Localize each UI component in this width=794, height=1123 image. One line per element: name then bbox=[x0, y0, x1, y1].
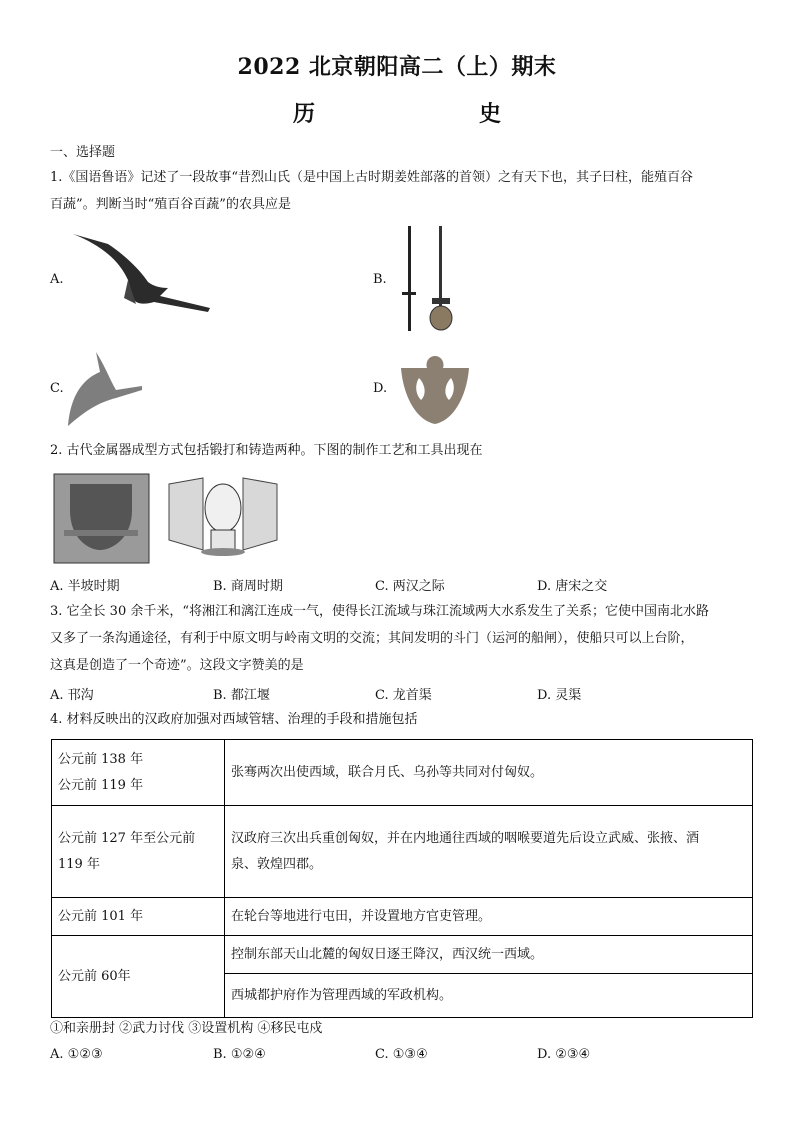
q4-option-b: B. ①②④ bbox=[213, 1047, 266, 1062]
table-cell-date: 公元前 60年 bbox=[52, 936, 225, 1018]
q1-option-d: D. bbox=[373, 381, 388, 396]
q1-option-b: B. bbox=[373, 272, 387, 287]
table-cell-date: 公元前 127 年至公元前 119 年 bbox=[52, 806, 225, 898]
table-cell-event: 西城都护府作为管理西域的军政机构。 bbox=[225, 974, 753, 1018]
q2-stem: 2. 古代金属器成型方式包括锻打和铸造两种。下图的制作工艺和工具出现在 bbox=[50, 443, 483, 458]
page-title: 2022 北京朝阳高二（上）期末 bbox=[237, 54, 557, 80]
q1-option-c: C. bbox=[50, 381, 64, 396]
q1-option-a: A. bbox=[50, 272, 64, 287]
han-western-regions-table bbox=[51, 739, 753, 1018]
table-cell-event: 汉政府三次出兵重创匈奴，并在内地通往西域的咽喉要道先后设立武威、张掖、酒 泉、敦煌四郡。 bbox=[225, 806, 753, 898]
q2-option-c: C. 两汉之际 bbox=[375, 579, 445, 594]
q2-option-d: D. 唐宋之交 bbox=[537, 579, 608, 594]
section-heading: 一、选择题 bbox=[50, 145, 116, 160]
q2-option-a: A. 半坡时期 bbox=[50, 579, 120, 594]
q3-stem-line2: 又多了一条沟通途径，有利于中原文明与岭南文明的交流；其间发明的斗门（运河的船闸），使船只可以上台阶， bbox=[50, 631, 694, 646]
q4-option-c: C. ①③④ bbox=[375, 1047, 428, 1062]
q1-stem-line1: 1.《国语鲁语》记述了一段故事“昔烈山氏（是中国上古时期姜姓部落的首领）之有天下也，其子曰柱，能殖百谷 bbox=[50, 170, 694, 185]
q4-option-d: D. ②③④ bbox=[537, 1047, 591, 1062]
table-row bbox=[52, 740, 753, 806]
q4-option-a: A. ①②③ bbox=[50, 1047, 103, 1062]
table-cell-event: 张骞两次出使西域，联合月氏、乌孙等共同对付匈奴。 bbox=[225, 740, 753, 806]
q3-stem-line3: 这真是创造了一个奇迹”。这段文字赞美的是 bbox=[50, 658, 304, 673]
q1-stem-line2: 百蔬”。判断当时“殖百谷百蔬”的农具应是 bbox=[50, 197, 291, 212]
q4-stem: 4. 材料反映出的汉政府加强对西域管辖、治理的手段和措施包括 bbox=[50, 712, 418, 727]
q3-stem-line1: 3. 它全长 30 余千米，“将湘江和漓江连成一气，使得长江流域与珠江流域两大水系发生了关系；它使中国南北水路 bbox=[50, 604, 709, 619]
casting-mold-image bbox=[50, 470, 153, 567]
hoe-blade-image bbox=[397, 354, 473, 426]
table-cell-date: 公元前 138 年 公元前 119 年 bbox=[52, 740, 225, 806]
spade-tools-image bbox=[400, 224, 462, 336]
table-row bbox=[52, 898, 753, 936]
plough-image bbox=[68, 230, 213, 315]
table-row bbox=[52, 806, 753, 898]
q3-option-c: C. 龙首渠 bbox=[375, 688, 432, 703]
table-cell-date: 公元前 101 年 bbox=[52, 898, 225, 936]
q3-option-a: A. 邗沟 bbox=[50, 688, 94, 703]
table-row bbox=[52, 936, 753, 974]
q2-option-b: B. 商周时期 bbox=[213, 579, 283, 594]
table-cell-event: 在轮台等地进行屯田，并设置地方官吏管理。 bbox=[225, 898, 753, 936]
iron-plough-share-image bbox=[66, 350, 146, 430]
bronze-casting-pieces-image bbox=[163, 470, 283, 560]
table-cell-event: 控制东部天山北麓的匈奴日逐王降汉，西汉统一西域。 bbox=[225, 936, 753, 974]
subject-title: 历 史 bbox=[292, 101, 541, 127]
q3-option-d: D. 灵渠 bbox=[537, 688, 582, 703]
q4-choices: ①和亲册封 ②武力讨伐 ③设置机构 ④移民屯戍 bbox=[50, 1021, 323, 1036]
q3-option-b: B. 都江堰 bbox=[213, 688, 270, 703]
